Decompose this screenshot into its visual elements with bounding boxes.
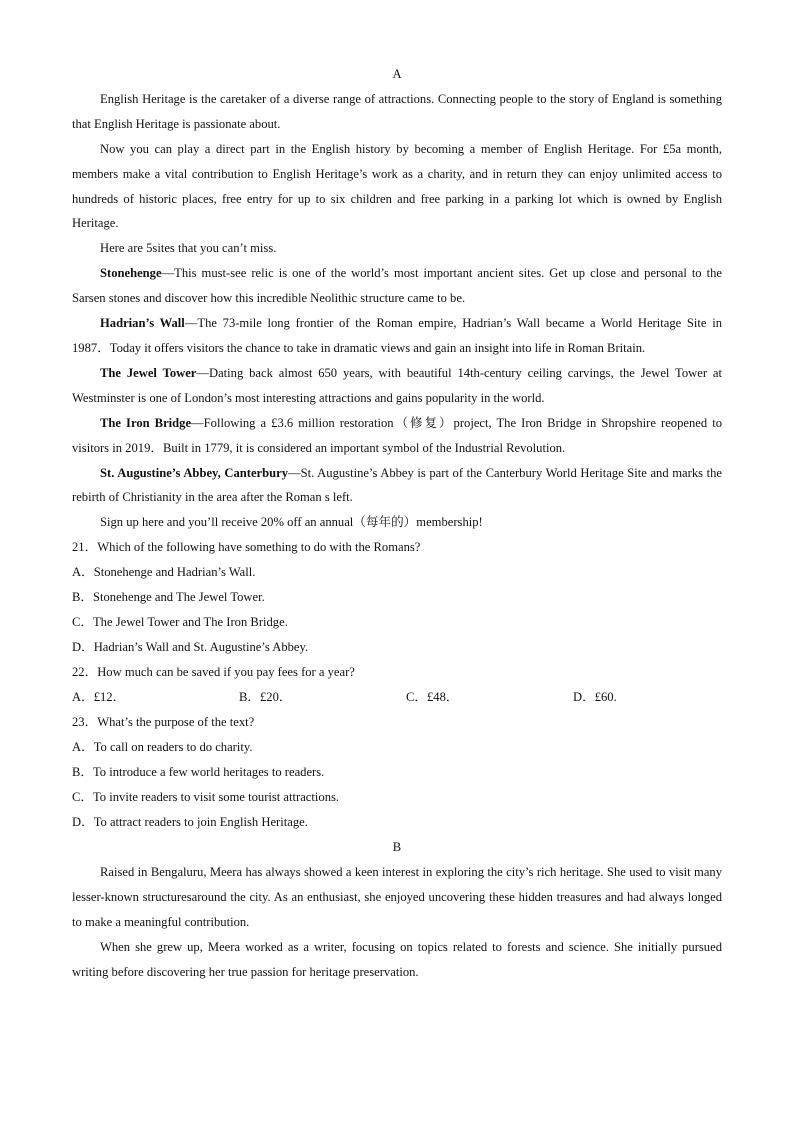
section-a-heading: A (392, 67, 402, 81)
question-22-option-c: C．£48． (406, 690, 459, 705)
site-hadrians-wall (72, 311, 722, 361)
question-22-option-b: B．£20． (239, 690, 292, 705)
section-a-paragraph-3: Here are 5sites that you can’t miss. (100, 241, 277, 256)
site-jewel-tower (72, 361, 722, 411)
question-23-option-a: A．To call on readers to do charity. (72, 740, 253, 755)
site-name: The Jewel Tower (100, 365, 197, 380)
section-a-paragraph-2: Now you can play a direct part in the English history by becoming a member of English Heritage. For £5a month, members make a vital contribution to English Heritage’s work as a charity, and in return they can enjoy unlimited access to hundreds of historic places, free entry for up to six children and free parking in a parking lot which is owned by English Heritage. (72, 141, 722, 231)
question-21-option-c: C．The Jewel Tower and The Iron Bridge. (72, 615, 288, 630)
question-21-option-d: D．Hadrian’s Wall and St. Augustine’s Abbey. (72, 640, 309, 655)
question-21-stem: 21．Which of the following have something to do with the Romans? (72, 540, 421, 555)
site-stonehenge (72, 261, 722, 311)
section-a-paragraph-1: English Heritage is the caretaker of a diverse range of attractions. Connecting people to the story of England is something that English Heritage is passionate about. (72, 91, 722, 131)
site-name: Hadrian’s Wall (100, 316, 185, 331)
question-23-option-b: B．To introduce a few world heritages to readers. (72, 765, 325, 780)
document-page (72, 62, 722, 985)
question-22-option-d: D．£60. (573, 690, 617, 705)
site-description: —Dating back almost 650 years, with beautiful 14th-century ceiling carvings, the Jewel Tower at Westminster is one of London’s most interesting attractions and gains popularity in the world. (72, 365, 722, 405)
site-name: The Iron Bridge (100, 415, 192, 430)
site-iron-bridge (72, 411, 722, 461)
question-22-options (72, 685, 722, 710)
section-b-paragraph-2: When she grew up, Meera worked as a writer, focusing on topics related to forests and science. She initially pursued writing before discovering her true passion for heritage preservation. (72, 939, 722, 979)
site-st-augustines-abbey (72, 461, 722, 511)
question-21-option-b: B．Stonehenge and The Jewel Tower. (72, 590, 265, 605)
site-description: —Following a £3.6 million restoration（修复）project, The Iron Bridge in Shropshire reopened to visitors in 2019．Built in 1779, it is considered an important symbol of the Industrial Revolution. (72, 415, 723, 455)
question-22-stem: 22．How much can be saved if you pay fees for a year? (72, 665, 355, 680)
question-22-option-a: A．£12． (72, 690, 126, 705)
site-description: —St. Augustine’s Abbey is part of the Canterbury World Heritage Site and marks the rebirth of Christianity in the area after the Roman s left. (72, 465, 722, 505)
signup-paragraph: Sign up here and you’ll receive 20% off an annual（每年的）membership! (100, 515, 483, 530)
section-b-heading: B (392, 840, 402, 855)
site-description: —This must-see relic is one of the world’s most important ancient sites. Get up close and personal to the Sarsen stones and discover how this incredible Neolithic structure came to be. (72, 266, 722, 306)
site-description: —The 73-mile long frontier of the Roman empire, Hadrian’s Wall became a World Heritage Site in 1987．Today it offers visitors the chance to take in dramatic views and gain an insight into life in Roman Britain. (72, 316, 722, 355)
section-b-paragraph-1: Raised in Bengaluru, Meera has always showed a keen interest in exploring the city’s rich heritage. She used to visit many lesser-known structuresaround the city. As an enthusiast, she enjoyed uncovering these hidden treasures and had always longed to make a meaningful contribution. (72, 865, 722, 929)
site-name: Stonehenge (100, 266, 162, 281)
site-name: St. Augustine’s Abbey, Canterbury (100, 465, 289, 480)
question-21-option-a: A．Stonehenge and Hadrian’s Wall. (72, 565, 256, 580)
question-23-option-c: C．To invite readers to visit some tourist attractions. (72, 790, 340, 805)
question-23-option-d: D．To attract readers to join English Heritage. (72, 815, 308, 830)
question-23-stem: 23．What’s the purpose of the text? (72, 715, 255, 730)
